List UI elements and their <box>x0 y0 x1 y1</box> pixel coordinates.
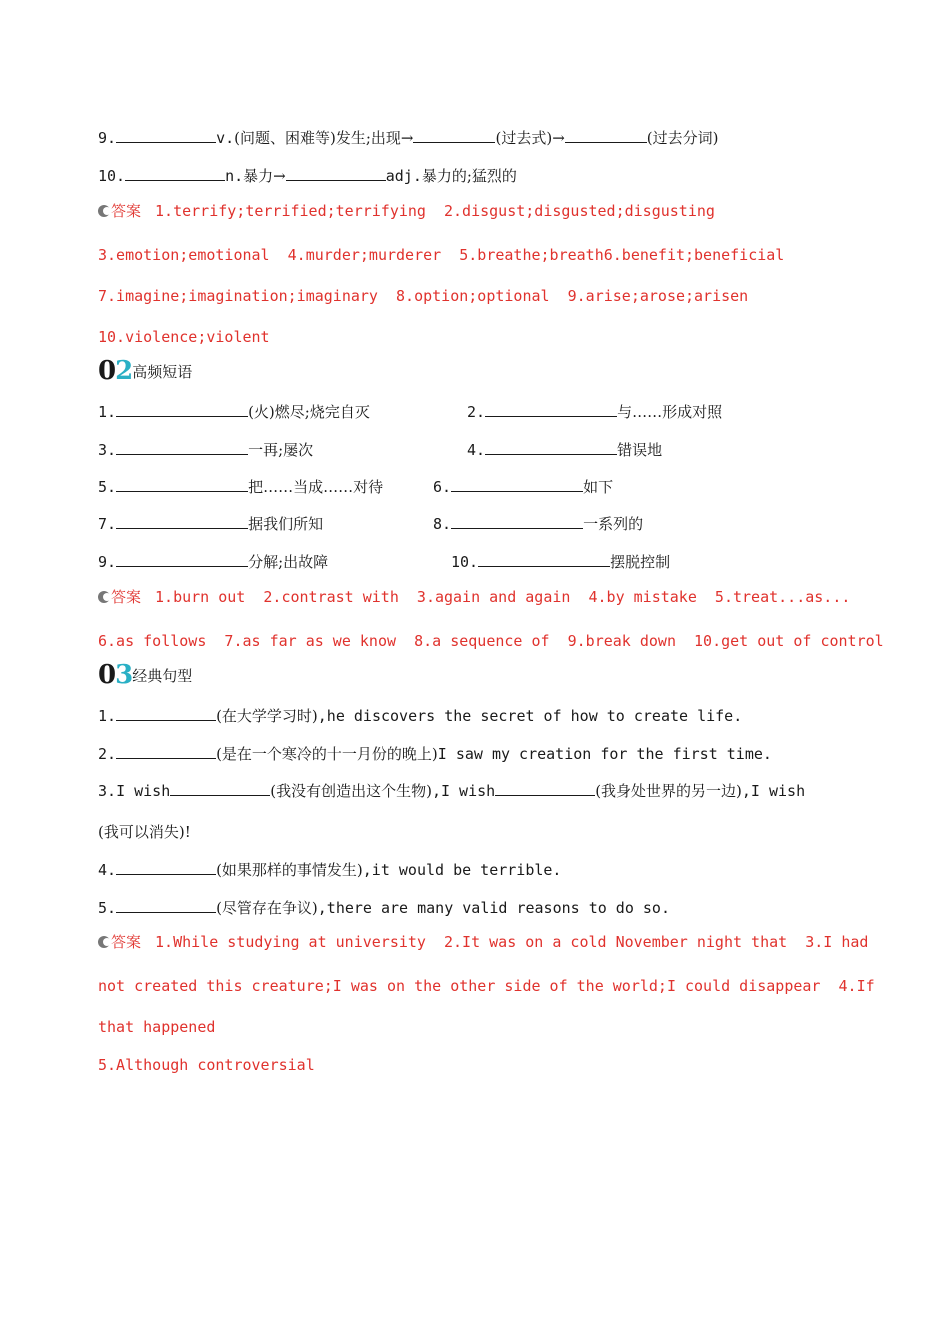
answer-icon <box>98 591 110 603</box>
phrase-item: 1. (火)燃尽;烧完自灭 <box>98 403 370 421</box>
vocab-item-9: 9. v.(问题、困难等)发生;出现→ (过去式)→ (过去分词) <box>98 129 719 147</box>
sentence-answer-line: that happened <box>98 1018 216 1036</box>
sentence-answer-line: not created this creature;I was on the other side of the world;I could disappear 4.If <box>98 977 875 995</box>
phrase-item: 7. 据我们所知 <box>98 515 324 533</box>
sentence-answer-line: 答案 1.While studying at university 2.It was on a cold November night that 3.I had <box>98 932 868 952</box>
answer-blank[interactable] <box>116 552 248 567</box>
answer-blank[interactable] <box>451 514 583 529</box>
phrase-answer-line: 6.as follows 7.as far as we know 8.a sequence of 9.break down 10.get out of control <box>98 632 884 650</box>
phrase-item: 5. 把……当成……对待 <box>98 478 384 496</box>
answer-blank[interactable] <box>485 402 617 417</box>
answer-blank[interactable] <box>116 744 216 759</box>
answer-blank[interactable] <box>413 128 495 143</box>
answer-blank[interactable] <box>116 402 248 417</box>
phrase-item: 2. 与……形成对照 <box>467 403 723 421</box>
answer-blank[interactable] <box>495 781 595 796</box>
phrase-item: 8. 一系列的 <box>433 515 644 533</box>
answer-blank[interactable] <box>116 477 248 492</box>
vocab-answer-line: 7.imagine;imagination;imaginary 8.option;optional 9.arise;arose;arisen <box>98 287 749 305</box>
answer-icon <box>98 205 110 217</box>
phrase-item: 10. 摆脱控制 <box>451 553 671 571</box>
section-heading-phrases: 02高频短语 <box>98 356 193 386</box>
answer-blank[interactable] <box>116 128 216 143</box>
phrase-item: 6. 如下 <box>433 478 614 496</box>
sentence-item: 5. (尽管存在争议),there are many valid reasons to do so. <box>98 899 670 917</box>
answer-blank[interactable] <box>116 898 216 913</box>
answer-blank[interactable] <box>116 514 248 529</box>
sentence-answer-line: 5.Although controversial <box>98 1056 315 1074</box>
answer-blank[interactable] <box>116 440 248 455</box>
vocab-answer-line: 10.violence;violent <box>98 328 270 346</box>
sentence-item: 1. (在大学学习时),he discovers the secret of how to create life. <box>98 707 743 725</box>
phrase-item: 4. 错误地 <box>467 441 663 459</box>
answer-icon <box>98 936 110 948</box>
sentence-item: 2. (是在一个寒冷的十一月份的晚上)I saw my creation for the first time. <box>98 745 772 763</box>
vocab-answer-line: 答案 1.terrify;terrified;terrifying 2.disgust;disgusted;disgusting <box>98 201 715 221</box>
sentence-item: 3.I wish (我没有创造出这个生物),I wish (我身处世界的另一边),I wish <box>98 782 806 800</box>
answer-blank[interactable] <box>116 706 216 721</box>
sentence-item: 4. (如果那样的事情发生),it would be terrible. <box>98 861 562 879</box>
vocab-answer-line: 3.emotion;emotional 4.murder;murderer 5.breathe;breath6.benefit;beneficial <box>98 246 785 264</box>
answer-blank[interactable] <box>485 440 617 455</box>
answer-blank[interactable] <box>125 166 225 181</box>
answer-blank[interactable] <box>286 166 386 181</box>
answer-blank[interactable] <box>116 860 216 875</box>
phrase-item: 3. 一再;屡次 <box>98 441 314 459</box>
answer-blank[interactable] <box>170 781 270 796</box>
sentence-item-continued: (我可以消失)! <box>98 823 191 841</box>
phrase-answer-line: 答案 1.burn out 2.contrast with 3.again and again 4.by mistake 5.treat...as... <box>98 587 850 607</box>
answer-blank[interactable] <box>451 477 583 492</box>
section-heading-sentences: 03经典句型 <box>98 660 193 690</box>
answer-blank[interactable] <box>478 552 610 567</box>
answer-blank[interactable] <box>565 128 647 143</box>
vocab-item-10: 10. n.暴力→ adj.暴力的;猛烈的 <box>98 167 517 185</box>
phrase-item: 9. 分解;出故障 <box>98 553 329 571</box>
